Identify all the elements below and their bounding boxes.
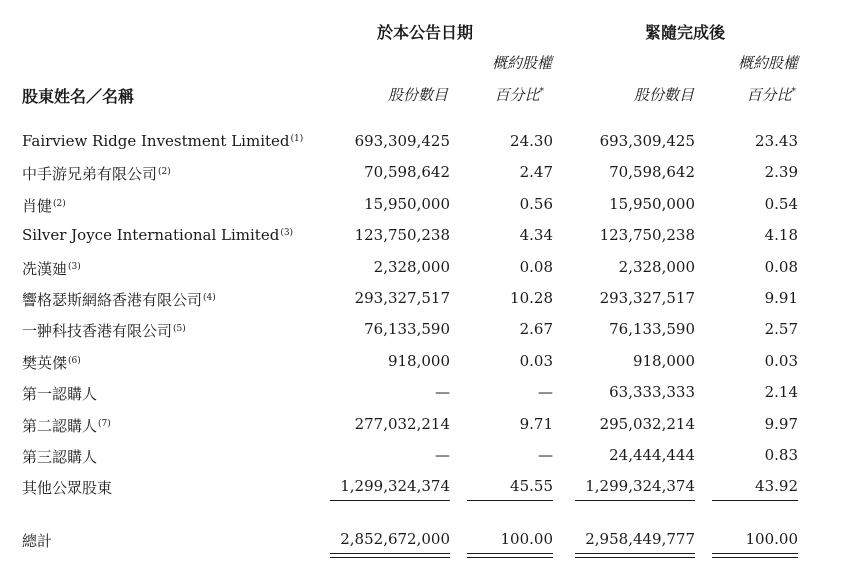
shares-current: 693,309,425 <box>354 132 450 150</box>
total-rule-1-shares-after <box>575 553 695 554</box>
pct-after: 43.92 <box>755 477 798 495</box>
footnote-ref: (2) <box>53 199 66 209</box>
shareholder-name-text: Fairview Ridge Investment Limited <box>22 132 290 150</box>
shareholder-name <box>22 195 66 216</box>
shareholder-name-text: Silver Joyce International Limited <box>22 226 280 244</box>
subtotal-rule-pct-current <box>467 500 553 501</box>
shareholder-name <box>22 446 97 467</box>
shareholder-name <box>22 320 186 341</box>
pct-after: 0.03 <box>764 352 798 370</box>
shares-current: — <box>435 446 450 464</box>
shares-current: 76,133,590 <box>364 320 450 338</box>
pct-label-top-current: 概約股權 <box>491 54 552 72</box>
footnote-ref: (1) <box>290 134 304 144</box>
pct-after: 4.18 <box>764 226 798 244</box>
group-header-after: 緊隨完成後 <box>644 23 725 42</box>
shareholder-name <box>22 415 111 436</box>
shares-after: 70,598,642 <box>609 163 695 181</box>
footnote-ref: (5) <box>173 324 186 334</box>
shareholder-name <box>22 289 216 310</box>
total-pct-current: 100.00 <box>500 530 553 548</box>
pct-after: 0.54 <box>764 195 798 213</box>
pct-after: 9.97 <box>764 415 798 433</box>
shareholder-name <box>22 163 171 184</box>
shares-after: 918,000 <box>632 352 695 370</box>
shares-current: 123,750,238 <box>354 226 450 244</box>
shareholder-name-text: 樊英傑 <box>22 354 68 372</box>
shareholder-name-text: 第一認購人 <box>22 385 98 403</box>
shares-current: 293,327,517 <box>354 289 450 307</box>
total-rule-2-shares-after <box>575 557 695 558</box>
shares-current: 15,950,000 <box>364 195 450 213</box>
pct-current: 0.08 <box>519 258 553 276</box>
pct-current: — <box>538 446 553 464</box>
shareholder-name <box>22 132 303 150</box>
column-header-pct-current <box>440 84 544 105</box>
shares-after: 295,032,214 <box>599 415 695 433</box>
pct-after: 23.43 <box>755 132 798 150</box>
column-header-name: 股東姓名／名稱 <box>22 87 135 106</box>
shares-after: 1,299,324,374 <box>585 477 695 495</box>
pct-current: 0.56 <box>519 195 553 213</box>
total-shares-after: 2,958,449,777 <box>585 530 695 548</box>
footnote-ref: (2) <box>158 167 171 177</box>
shares-after: 2,328,000 <box>618 258 695 276</box>
shares-current: — <box>435 383 450 401</box>
shares-after: 24,444,444 <box>609 446 695 464</box>
pct-footnote-mark: * <box>791 87 796 97</box>
pct-current: 24.30 <box>510 132 553 150</box>
footnote-ref: (3) <box>280 228 294 238</box>
shareholder-name <box>22 352 81 373</box>
footnote-ref: (3) <box>68 262 81 272</box>
shareholder-name <box>22 226 293 244</box>
total-rule-2-shares-current <box>330 557 450 558</box>
pct-current: 0.03 <box>519 352 553 370</box>
pct-after: 9.91 <box>764 289 798 307</box>
shareholder-name-text: 肖健 <box>22 197 53 215</box>
shareholder-name-text: 其他公眾股東 <box>22 479 113 497</box>
shareholder-name <box>22 383 97 404</box>
shareholder-name-text: 冼漢廸 <box>22 260 68 278</box>
shareholder-name-text: 第三認購人 <box>22 448 98 466</box>
shares-after: 293,327,517 <box>599 289 695 307</box>
pct-current: 9.71 <box>519 415 553 433</box>
pct-after: 2.14 <box>764 383 798 401</box>
subtotal-rule-shares-after <box>575 500 695 501</box>
pct-current: 45.55 <box>510 477 553 495</box>
subtotal-rule-pct-after <box>712 500 798 501</box>
total-rule-1-pct-after <box>712 553 798 554</box>
pct-current: 2.47 <box>519 163 553 181</box>
total-rule-2-pct-after <box>712 557 798 558</box>
column-header-shares-current: 股份數目 <box>387 86 448 104</box>
pct-after: 0.83 <box>764 446 798 464</box>
footnote-ref: (7) <box>98 419 111 429</box>
total-shares-current: 2,852,672,000 <box>340 530 450 548</box>
pct-label-bottom: 百分比 <box>494 86 540 104</box>
shareholder-name-text: 響格瑟斯網絡香港有限公司 <box>22 291 203 309</box>
total-rule-1-pct-current <box>467 553 553 554</box>
pct-current: 2.67 <box>519 320 553 338</box>
shares-after: 63,333,333 <box>609 383 695 401</box>
shareholder-name-text: 中手游兄弟有限公司 <box>22 165 158 183</box>
shares-after: 15,950,000 <box>609 195 695 213</box>
total-rule-2-pct-current <box>467 557 553 558</box>
pct-current: 10.28 <box>510 289 553 307</box>
group-header-current: 於本公告日期 <box>376 23 473 42</box>
pct-after: 2.39 <box>764 163 798 181</box>
shareholder-name <box>22 477 112 498</box>
subtotal-rule-shares-current <box>330 500 450 501</box>
pct-current: 4.34 <box>519 226 553 244</box>
shares-after: 123,750,238 <box>599 226 695 244</box>
shares-current: 277,032,214 <box>354 415 450 433</box>
shareholder-name-text: 第二認購人 <box>22 417 98 435</box>
pct-footnote-mark: * <box>539 87 544 97</box>
pct-label-bottom: 百分比 <box>746 86 792 104</box>
shares-current: 70,598,642 <box>364 163 450 181</box>
column-header-pct-after <box>690 84 796 105</box>
shares-current: 1,299,324,374 <box>340 477 450 495</box>
pct-current: — <box>538 383 553 401</box>
shares-after: 76,133,590 <box>609 320 695 338</box>
shares-current: 2,328,000 <box>373 258 450 276</box>
pct-after: 0.08 <box>764 258 798 276</box>
pct-label-top-after: 概約股權 <box>737 54 798 72</box>
total-rule-1-shares-current <box>330 553 450 554</box>
total-pct-after: 100.00 <box>745 530 798 548</box>
shareholder-name-text: 一翀科技香港有限公司 <box>22 322 173 340</box>
shares-current: 918,000 <box>387 352 450 370</box>
total-label: 總計 <box>22 532 53 550</box>
shareholder-name <box>22 258 81 279</box>
pct-after: 2.57 <box>764 320 798 338</box>
footnote-ref: (4) <box>203 293 216 303</box>
footnote-ref: (6) <box>68 356 81 366</box>
shares-after: 693,309,425 <box>599 132 695 150</box>
column-header-shares-after: 股份數目 <box>633 86 694 104</box>
